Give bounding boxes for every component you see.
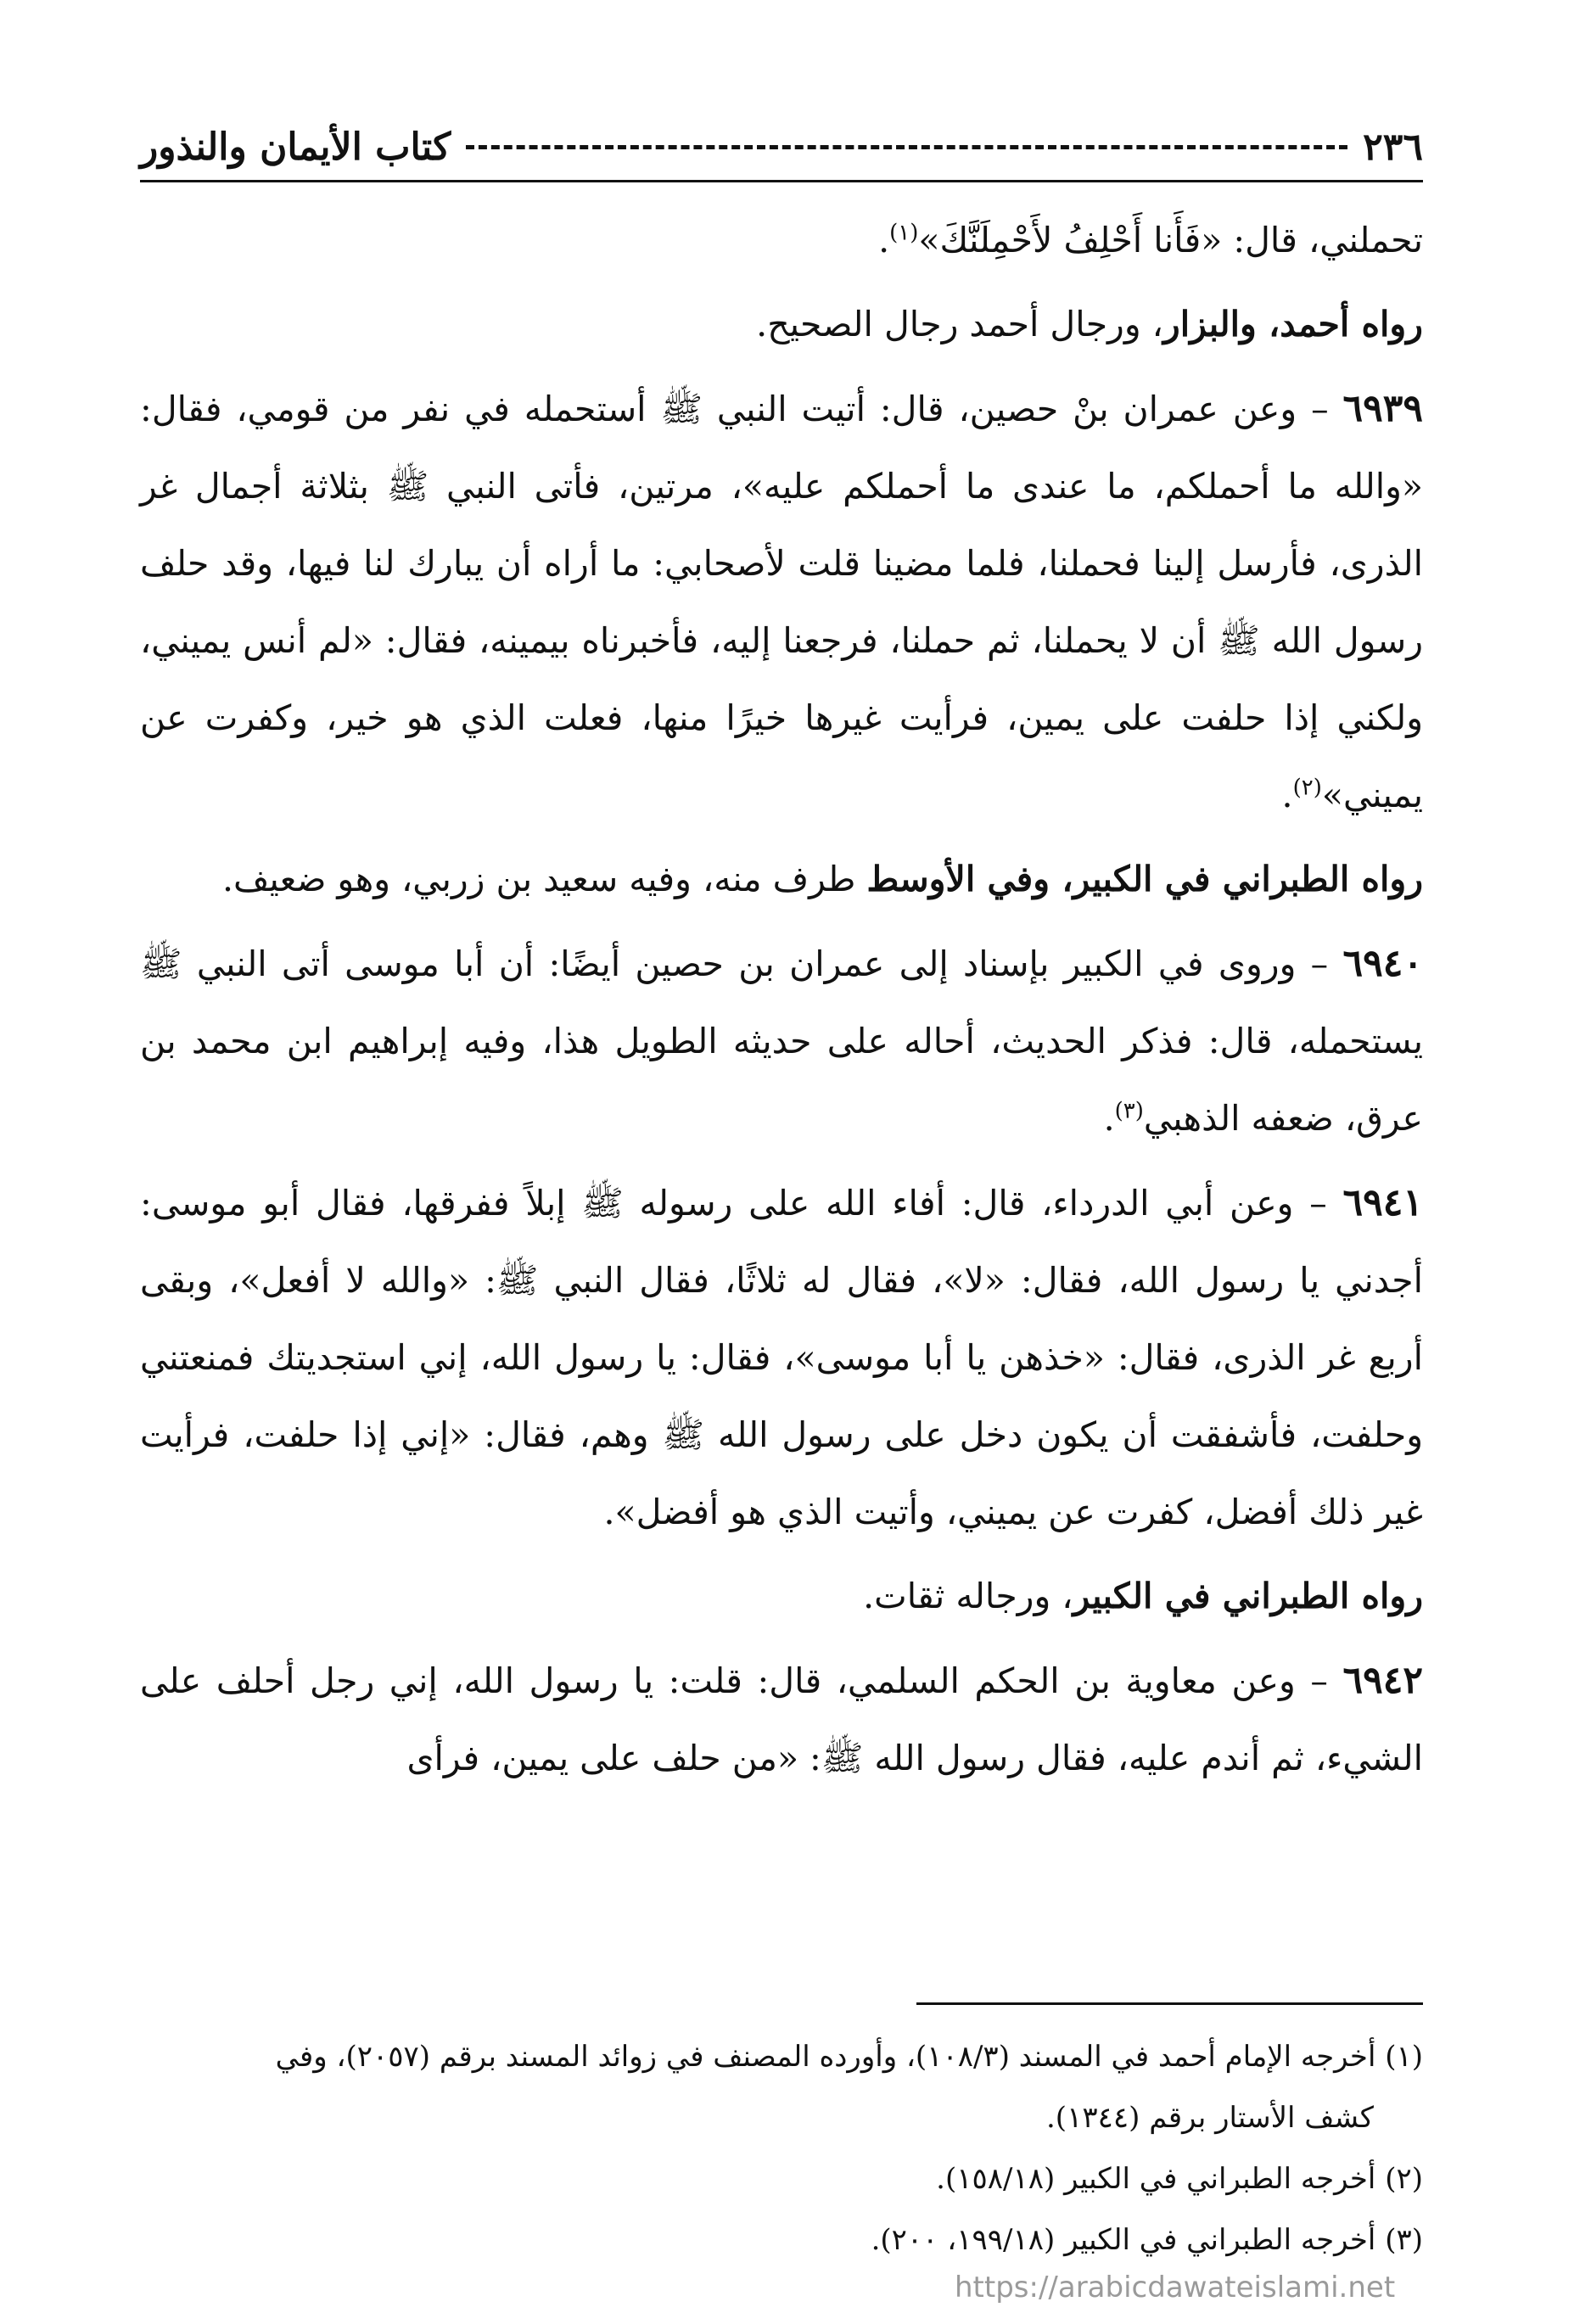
footnote-ref-2: (٢) xyxy=(1292,775,1322,801)
footnote-1-continued: كشف الأستار برقم (١٣٤٤). xyxy=(1046,2101,1374,2135)
page-header xyxy=(140,117,1423,176)
hadith-6939: ٦٩٣٩ – وعن عمران بنْ حصين، قال: أتيت النبي ﷺ أستحمله في نفر من قومي، فقال: «والله ما أحملكم، ما عندى ما أحملكم عليه»، مرتين، فأتى النبي ﷺ بثلاثة أجمال غر الذرى، فأرسل إلينا فحملنا، فلما مضينا قلت لأصحابي: ما أراه أن يبارك لنا فيها، وقد حلف رسول الله ﷺ أن لا يحملنا، ثم حملنا، فرجعنا إليه، فأخبرناه بيمينه، فقال: «لم أنس يميني، ولكني إذا حلفت على يمين، فرأيت غيرها خيرًا منها، فعلت الذي هو خير، وكفرت عن يميني»$^{(٢)}$. xyxy=(140,387,1424,815)
footnote-rule xyxy=(916,2002,1423,2005)
hadith-6942: ٦٩٤٢ – وعن معاوية بن الحكم السلمي، قال: قلت: يا رسول الله، إني رجل أحلف على الشيء، ثم أندم عليه، فقال رسول الله ﷺ: «من حلف على يمين، فرأى xyxy=(140,1659,1423,1778)
hadith-number: ٦٩٤٢ xyxy=(1342,1659,1423,1702)
narration-source: رواه الطبراني في الكبير، وفي الأوسط طرف منه، وفيه سعيد بن زربي، وهو ضعيف. xyxy=(221,859,1423,899)
watermark-url: https://arabicdawateislami.net xyxy=(955,2271,1396,2304)
hadith-number: ٦٩٤١ xyxy=(1342,1181,1423,1224)
hadith-6941: ٦٩٤١ – وعن أبي الدرداء، قال: أفاء الله على رسوله ﷺ إبلاً ففرقها، فقال أبو موسى: أجدني يا رسول الله، فقال: «لا»، فقال له ثلاثًا، فقال النبي ﷺ: «والله لا أفعل»، وبقى أربع غر الذرى، فقال: «خذهن يا أبا موسى»، فقال: يا رسول الله، إني استجديتك فمنعتني وحلفت، فأشفقت أن يكون دخل على رسول الله ﷺ وهم، فقال: «إني إذا حلفت، فرأيت غير ذلك أفضل، كفرت عن يميني، وأتيت الذي هو أفضل». xyxy=(140,1181,1423,1532)
page-number: ٢٣٦ xyxy=(1363,125,1423,169)
footnote-1: (١) أخرجه الإمام أحمد في المسند (١٠٨/٣)، وأورده المصنف في زوائد المسند برقم (٢٠٥٧)، وفي xyxy=(275,2040,1423,2074)
book-title: كتاب الأيمان والنذور xyxy=(140,125,451,169)
hadith-6940: ٦٩٤٠ – وروى في الكبير بإسناد إلى عمران بن حصين أيضًا: أن أبا موسى أتى النبي ﷺ يستحمله، قال: فذكر الحديث، أحاله على حديثه الطويل هذا، وفيه إبراهيم ابن محمد بن عرق، ضعفه الذهبي$^{(٣)}$. xyxy=(140,942,1423,1139)
header-dashes xyxy=(466,145,1347,149)
hadith-number: ٦٩٤٠ xyxy=(1342,942,1423,985)
paragraph-continuation: تحملني، قال: «فَأَنا أَحْلِفُ لأَحْمِلَنَّكَ»$^{(١)}$. xyxy=(878,220,1423,260)
hadith-number: ٦٩٣٩ xyxy=(1342,387,1423,430)
narration-source: رواه الطبراني في الكبير، ورجاله ثقات. xyxy=(863,1576,1423,1616)
main-text xyxy=(140,202,1423,1804)
footnote-ref-3: (٣) xyxy=(1114,1098,1144,1124)
header-rule xyxy=(140,180,1423,182)
footnote-ref-1: (١) xyxy=(889,220,919,246)
footnote-3: (٣) أخرجه الطبراني في الكبير (١٩٩/١٨، ٢٠٠). xyxy=(871,2223,1423,2257)
narration-source: رواه أحمد، والبزار، ورجال أحمد رجال الصحيح. xyxy=(756,304,1423,344)
footnote-2: (٢) أخرجه الطبراني في الكبير (١٥٨/١٨). xyxy=(936,2162,1423,2196)
footnotes xyxy=(140,2026,1423,2271)
